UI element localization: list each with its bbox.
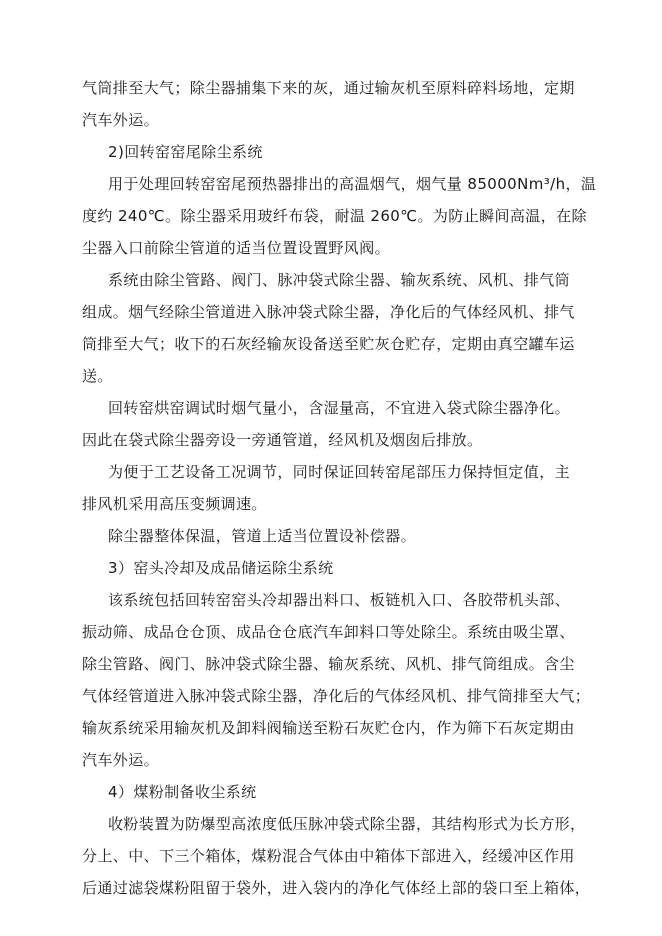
text-line: 为便于工艺设备工况调节，同时保证回转窑尾部压力保持恒定值，主: [108, 463, 571, 481]
text-line: 后通过滤袋煤粉阻留于袋外，进入袋内的净化气体经上部的袋口至上箱体，: [82, 879, 591, 897]
text-line: 输灰系统采用输灰机及卸料阀输送至粉石灰贮仓内，作为筛下石灰定期由: [82, 719, 575, 737]
text-line: 除尘器整体保温，管道上适当位置设补偿器。: [108, 527, 417, 545]
text-line: 除尘管路、阀门、脉冲袋式除尘器、输灰系统、风机、排气筒组成。含尘: [82, 655, 575, 673]
text-line: 汽车外运。: [82, 751, 160, 769]
text-line: 排风机采用高压变频调速。: [82, 495, 267, 513]
text-line: 振动筛、成品仓仓顶、成品仓仓底汽车卸料口等处除尘。系统由吸尘罩、: [82, 623, 575, 641]
text-line: 系统由除尘管路、阀门、脉冲袋式除尘器、输灰系统、风机、排气筒: [108, 271, 571, 289]
text-line: 送。: [82, 367, 113, 385]
text-line: 气体经管道进入脉冲袋式除尘器，净化后的气体经风机、排气筒排至大气；: [82, 687, 591, 705]
section-heading-3: 3）窑头冷却及成品储运除尘系统: [108, 559, 334, 577]
text-line: 因此在袋式除尘器旁设一旁通管道，经风机及烟囱后排放。: [82, 431, 483, 449]
text-line: 尘器入口前除尘管道的适当位置设置野风阀。: [82, 239, 391, 257]
text-line: 该系统包括回转窑窑头冷却器出料口、板链机入口、各胶带机头部、: [108, 591, 571, 609]
text-line: 用于处理回转窑窑尾预热器排出的高温烟气，烟气量 85000Nm³/h，温: [108, 175, 597, 193]
text-line: 度约 240℃。除尘器采用玻纤布袋，耐温 260℃。为防止瞬间高温，在除: [82, 207, 587, 225]
text-line: 气筒排至大气；除尘器捕集下来的灰，通过输灰机至原料碎料场地，定期: [82, 79, 575, 97]
text-line: 汽车外运。: [82, 111, 160, 129]
section-heading-2: 2)回转窑窑尾除尘系统: [108, 143, 263, 161]
text-line: 分上、中、下三个箱体，煤粉混合气体由中箱体下部进入，经缓冲区作用: [82, 847, 575, 865]
text-line: 组成。烟气经除尘管道进入脉冲袋式除尘器，净化后的气体经风机、排气: [82, 303, 575, 321]
section-heading-4: 4）煤粉制备收尘系统: [108, 783, 257, 801]
text-line: 收粉装置为防爆型高浓度低压脉冲袋式除尘器，其结构形式为长方形，: [108, 815, 586, 833]
text-line: 回转窑烘窑调试时烟气量小，含湿量高，不宜进入袋式除尘器净化。: [108, 399, 571, 417]
text-line: 筒排至大气；收下的石灰经输灰设备送至贮灰仓贮存，定期由真空罐车运: [82, 335, 575, 353]
